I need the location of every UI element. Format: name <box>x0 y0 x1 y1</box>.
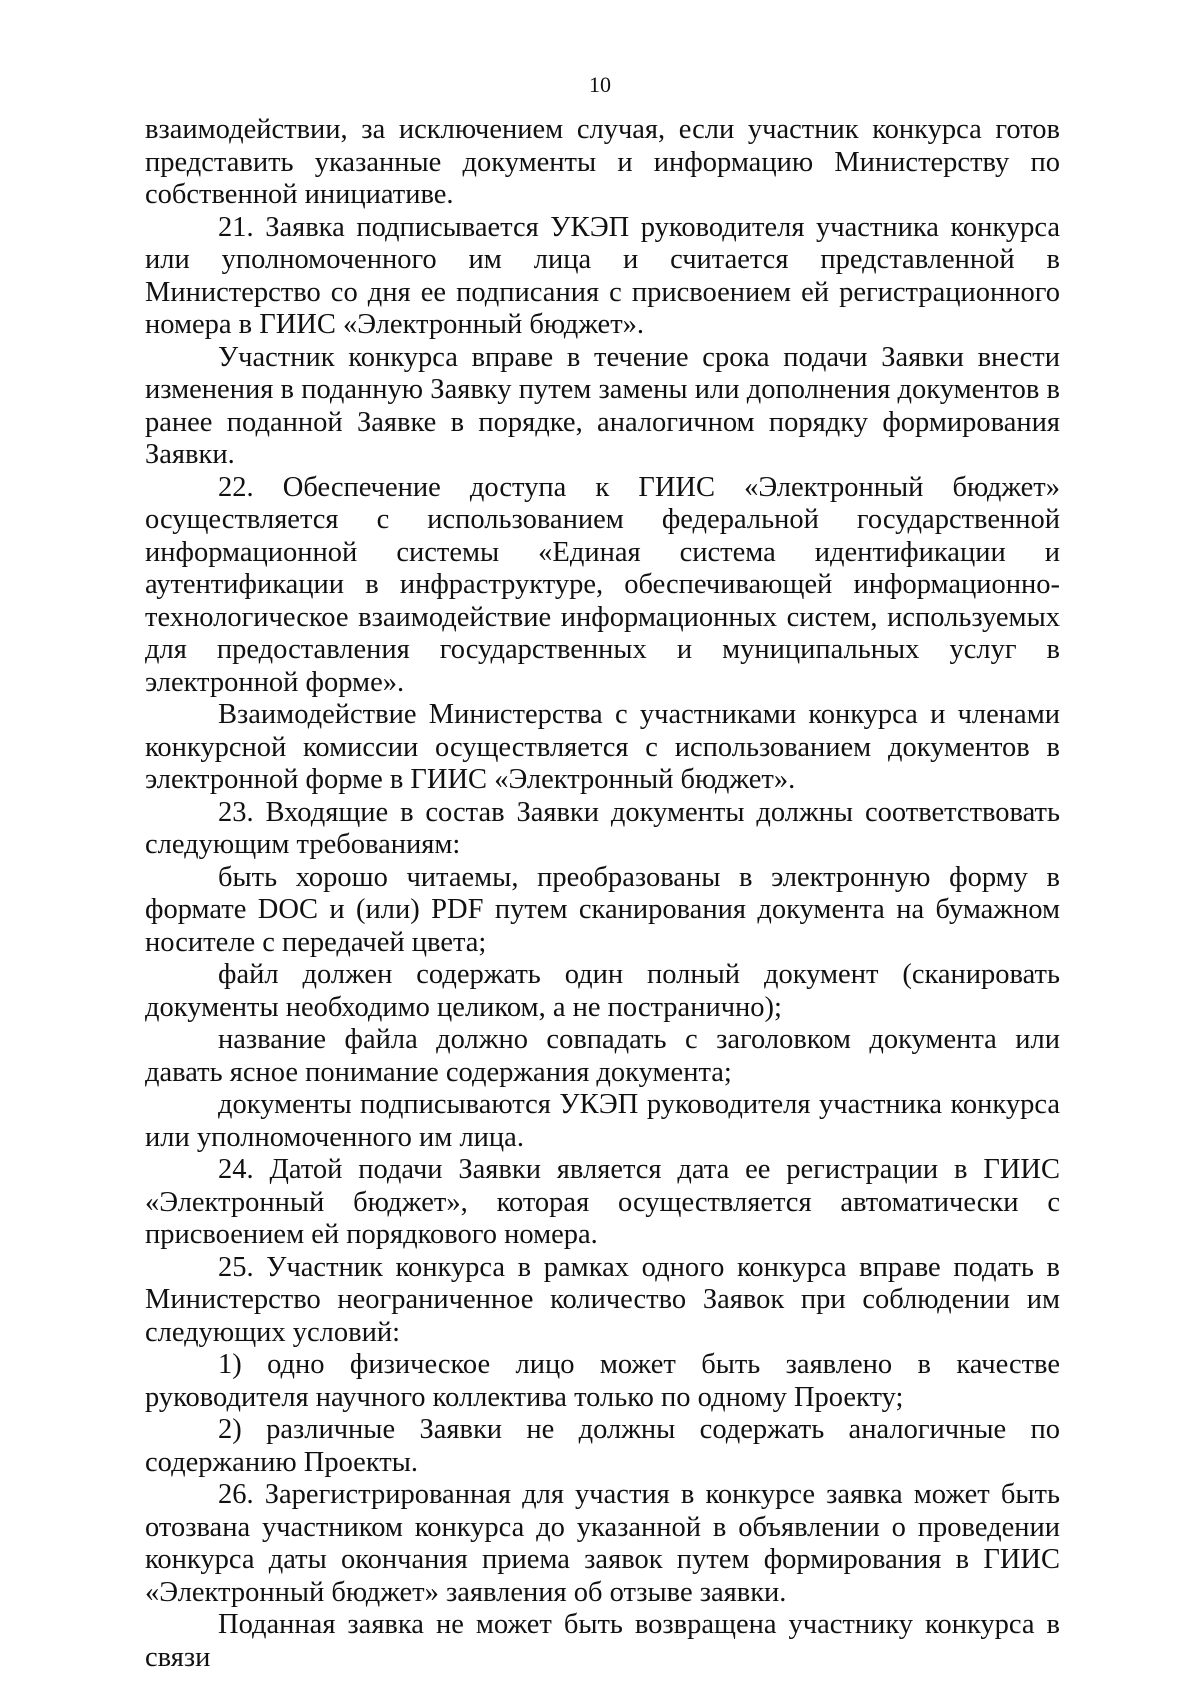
paragraph: 21. Заявка подписывается УКЭП руководителя участника конкурса или уполномоченного им лица и считается представленной в Министерство со дня ее подписания с присвоением ей регистрационного номера в ГИИС «Электронный бюджет». <box>145 211 1060 340</box>
paragraph: Участник конкурса вправе в течение срока подачи Заявки внести изменения в поданную Заявку путем замены или дополнения документов в ранее поданной Заявке в порядке, аналогичном порядку формирования Заявки. <box>145 341 1060 470</box>
page-number: 10 <box>589 72 611 97</box>
paragraph: 26. Зарегистрированная для участия в конкурсе заявка может быть отозвана участником конкурса до указанной в объявлении о проведении конкурса даты окончания приема заявок путем формирования в ГИИС «Электронный бюджет» заявления об отзыве заявки. <box>145 1479 1060 1608</box>
paragraph: быть хорошо читаемы, преобразованы в электронную форму в формате DOC и (или) PDF путем сканирования документа на бумажном носителе с передачей цвета; <box>145 861 1060 958</box>
paragraph: 25. Участник конкурса в рамках одного конкурса вправе подать в Министерство неограниченное количество Заявок при соблюдении им следующих условий: <box>145 1251 1060 1348</box>
paragraph: Поданная заявка не может быть возвращена участнику конкурса в связи <box>145 1609 1060 1673</box>
document-body <box>145 114 1060 1674</box>
paragraph: документы подписываются УКЭП руководителя участника конкурса или уполномоченного им лица. <box>145 1089 1060 1153</box>
paragraph: 22. Обеспечение доступа к ГИИС «Электронный бюджет» осуществляется с использованием федеральной государственной информационной системы «Единая система идентификации и аутентификации в инфраструктуре, обеспечивающей информационно-технологическое взаимодействие информационных систем, используемых для предоставления государственных и муниципальных услуг в электронной форме». <box>145 471 1060 698</box>
paragraph: взаимодействии, за исключением случая, если участник конкурса готов представить указанные документы и информацию Министерству по собственной инициативе. <box>145 114 1060 210</box>
paragraph: 1) одно физическое лицо может быть заявлено в качестве руководителя научного коллектива только по одному Проекту; <box>145 1349 1060 1413</box>
paragraph: Взаимодействие Министерства с участниками конкурса и членами конкурсной комиссии осуществляется с использованием документов в электронной форме в ГИИС «Электронный бюджет». <box>145 699 1060 795</box>
paragraph: 24. Датой подачи Заявки является дата ее регистрации в ГИИС «Электронный бюджет», которая осуществляется автоматически с присвоением ей порядкового номера. <box>145 1154 1060 1250</box>
paragraph: название файла должно совпадать с заголовком документа или давать ясное понимание содержания документа; <box>145 1024 1060 1088</box>
paragraph: файл должен содержать один полный документ (сканировать документы необходимо целиком, а не постранично); <box>145 959 1060 1023</box>
paragraph: 23. Входящие в состав Заявки документы должны соответствовать следующим требованиям: <box>145 796 1060 860</box>
paragraph: 2) различные Заявки не должны содержать аналогичные по содержанию Проекты. <box>145 1414 1060 1478</box>
